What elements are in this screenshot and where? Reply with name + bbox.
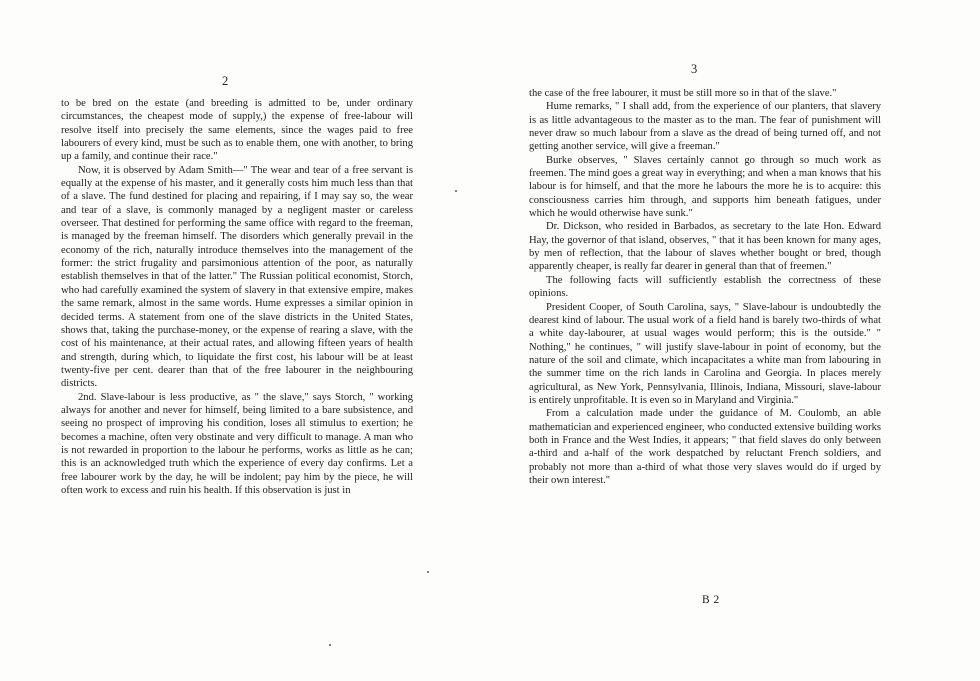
- signature-mark: B 2: [702, 594, 720, 606]
- paragraph: President Cooper, of South Carolina, says, " Slave-labour is undoubtedly the dearest kind of labour. The usual work of a field hand is barely two-thirds of what a white day-labourer, at usual wages would perform; this is the outside." " Nothing," he continues, " will justify slave-labour in point of economy, but the nature of the soil and climate, which incapacitates a white man from labouring in the summer time on the rich lands in Carolina and Georgia. In places merely agricultural, as New York, Pennsylvania, Illinois, Indiana, Missouri, slave-labour is entirely unprofitable. It is even so in Maryland and Virginia.": [529, 301, 881, 406]
- text-column: [529, 87, 881, 487]
- page-number: 3: [691, 62, 698, 76]
- paragraph: Burke observes, " Slaves certainly cannot go through so much work as freemen. The mind goes a great way in everything; and when a man knows that his labour is for himself, and that the more he labours the more he is to acquire: this consciousness carries him through, and supports him beneath fatigues, under which he would otherwise have sunk.": [529, 154, 881, 220]
- paragraph: From a calculation made under the guidance of M. Coulomb, an able mathematician and experienced engineer, who conducted extensive building works both in France and the West Indies, it appears; " that field slaves do only between a-third and a-half of the work despatched by reluctant French soldiers, and probably not more than a-third of what those very slaves would do if urged by their own interest.": [529, 408, 881, 486]
- paragraph: The following facts will sufficiently establish the correctness of these opinions.: [529, 274, 881, 300]
- speck: [427, 571, 429, 573]
- paragraph: 2nd. Slave-labour is less productive, as " the slave," says Storch, " working always for another and never for himself, being limited to a bare subsistence, and seeing no prospect of improving his condition, loses all stimulus to exertion; he becomes a machine, often very obstinate and very difficult to manage. A man who is not rewarded in proportion to the labour he performs, works as little as he can; this is an acknowledged truth which the experience of every day confirms. Let a free labourer work by the day, he will be indolent; pay him by the piece, he will often work to excess and ruin his health. If this observation is just in: [61, 391, 413, 496]
- speck: [455, 190, 457, 192]
- page-number: 2: [222, 74, 229, 88]
- speck: [329, 644, 331, 646]
- paragraph: Dr. Dickson, who resided in Barbados, as secretary to the late Hon. Edward Hay, the governor of that island, observes, " that it has been known for many ages, by men of reflection, that the labour of slaves whether bought or bred, though apparently cheaper, is really far dearer in general than that of freemen.": [529, 221, 881, 273]
- paragraph: Now, it is observed by Adam Smith—" The wear and tear of a free servant is equally at the expense of his master, and it generally costs him much less than that of a slave. The fund destined for placing and repairing, if I may say so, the wear and tear of a slave, is commonly managed by a negligent master or careless overseer. That destined for performing the same office with regard to the freeman, is managed by the freeman himself. The disorders which generally prevail in the economy of the rich, naturally introduce themselves into the management of the former: the strict frugality and parsimonious attention of the poor, as naturally establish themselves in that of the latter." The Russian political economist, Storch, who had carefully examined the system of slavery in that extensive empire, makes the same remark, almost in the same words. Hume expresses a similar opinion in decided terms. A statement from one of the slave districts in the United States, shows that, taking the purchase-money, or the expense of rearing a slave, with the cost of his maintenance, at their actual rates, and allowing fifteen years of health and strength, during which, to liquidate the first cost, his labour will be at least twenty-five per cent. dearer than that of the free labourer in the neighbouring districts.: [61, 164, 413, 390]
- text-column: [61, 97, 413, 497]
- paragraph: to be bred on the estate (and breeding is admitted to be, under ordinary circumstances, the cheapest mode of supply,) the expense of free-labour will resolve itself into precisely the same elements, since the wages paid to free labourers of every kind, must be such as to enable them, one with another, to bring up a family, and continue their race.": [61, 98, 413, 163]
- paragraph: Hume remarks, " I shall add, from the experience of our planters, that slavery is as little advantageous to the master as to the man. The fear of punishment will never draw so much labour from a slave as the dread of being turned off, and not getting another service, will give a freeman.": [529, 101, 881, 153]
- paragraph: the case of the free labourer, it must be still more so in that of the slave.": [529, 88, 837, 99]
- right-page: [490, 0, 980, 681]
